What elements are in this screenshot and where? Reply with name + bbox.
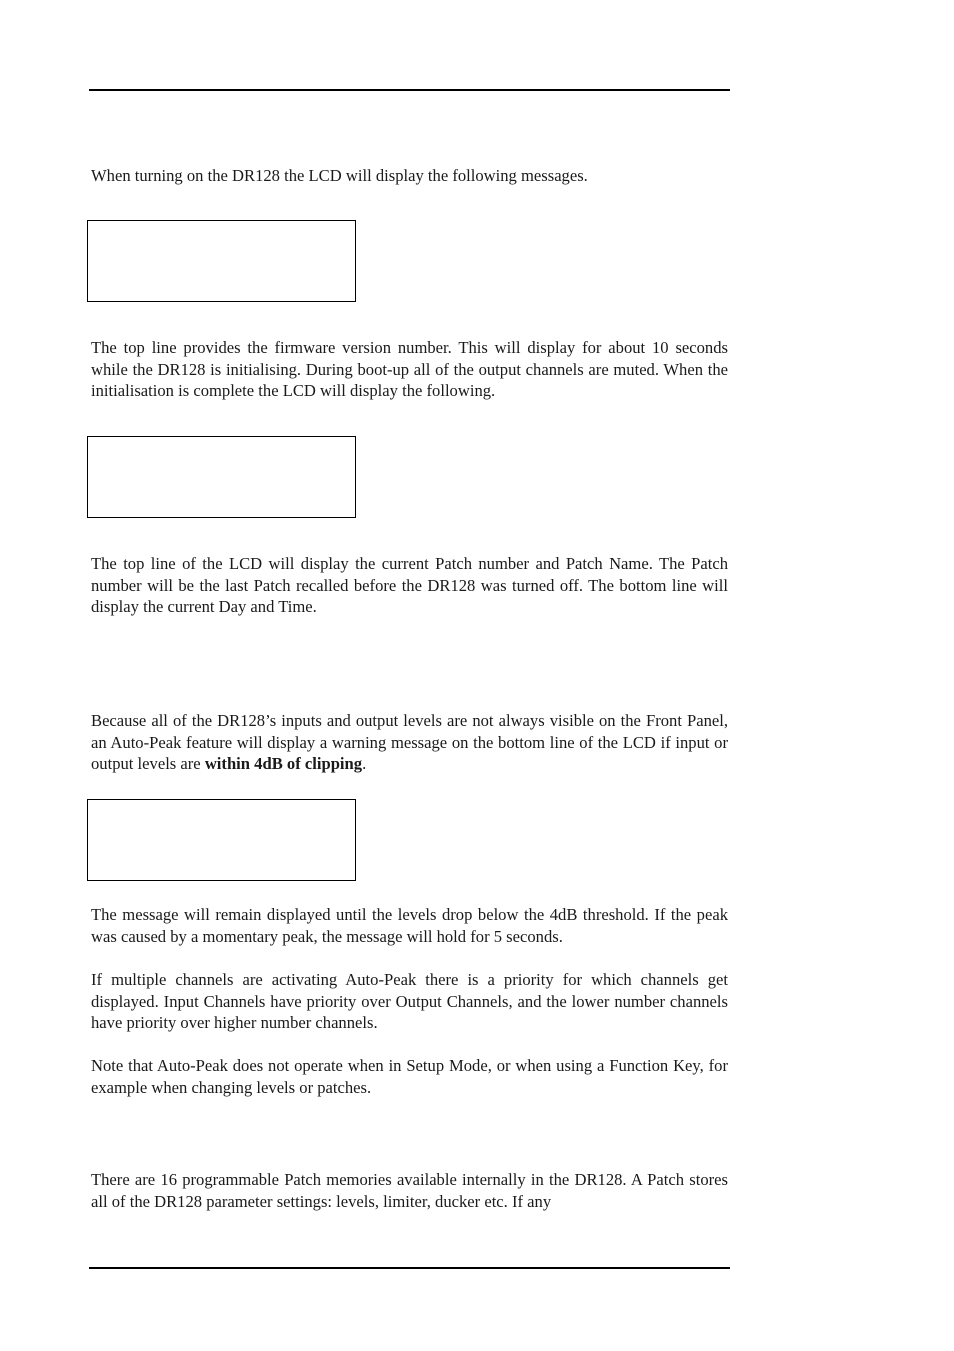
- note-paragraph: Note that Auto-Peak does not operate when in Setup Mode, or when using a Function Key, for example when changing levels or patches.: [91, 1056, 728, 1097]
- lcd-display-autopeak: [87, 799, 356, 881]
- header-rule: [89, 89, 730, 91]
- patch-line-paragraph: The top line of the LCD will display the current Patch number and Patch Name. The Patch number will be the last Patch recalled before the DR128 was turned off. The bottom line will display the current Day and Time.: [91, 554, 728, 617]
- footer-rule: [89, 1267, 730, 1269]
- firmware-paragraph: The top line provides the firmware version number. This will display for about 10 seconds while the DR128 is initialising. During boot-up all of the output channels are muted. When the initialisation is complete the LCD will display the following.: [91, 338, 728, 401]
- intro-text: When turning on the DR128 the LCD will display the following messages.: [91, 166, 588, 185]
- lcd-display-boot: [87, 220, 356, 302]
- patches-paragraph: There are 16 programmable Patch memories available internally in the DR128. A Patch stores all of the DR128 parameter settings: levels, limiter, ducker etc. If any: [91, 1170, 728, 1211]
- message-hold-paragraph: The message will remain displayed until the levels drop below the 4dB threshold. If the peak was caused by a momentary peak, the message will hold for 5 seconds.: [91, 905, 728, 946]
- autopeak-emphasis: within 4dB of clipping: [204, 754, 363, 774]
- autopeak-period: .: [362, 754, 367, 774]
- lcd-display-patch: [87, 436, 356, 518]
- autopeak-paragraph: [91, 710, 728, 775]
- priority-paragraph: If multiple channels are activating Auto-Peak there is a priority for which channels get displayed. Input Channels have priority over Output Channels, and the lower number channels have priority over higher number channels.: [91, 970, 728, 1033]
- autopeak-text: Because all of the DR128’s inputs and output levels are not always visible on the Front Panel, an Auto-Peak feature will display a warning message on the bottom line of the LCD if input or output levels are: [91, 711, 728, 774]
